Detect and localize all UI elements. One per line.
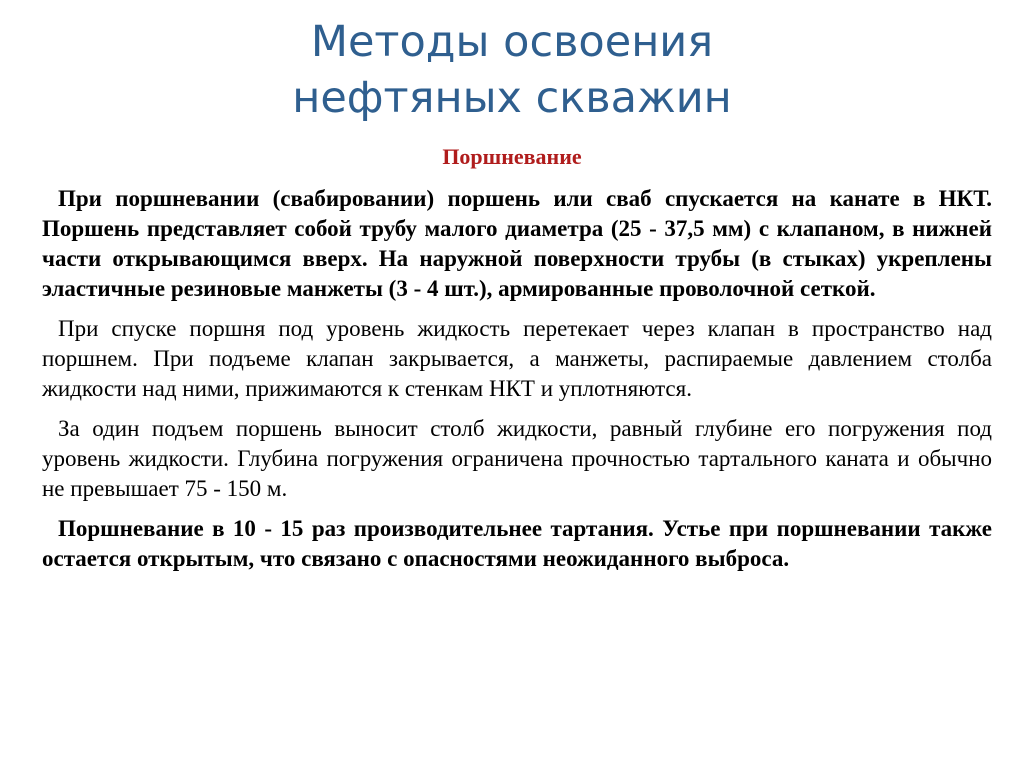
slide-title-line2: нефтяных скважин [292, 73, 732, 123]
paragraph-3: За один подъем поршень выносит столб жидкости, равный глубине его погружения под уровень жидкости. Глубина погружения ограничена прочностью тартального каната и обычно не превышает 75 - 150 м. [42, 416, 992, 501]
slide-body [42, 184, 992, 584]
paragraph-1: При поршневании (свабировании) поршень или сваб спускается на канате в НКТ. Поршень представляет собой трубу малого диаметра (25 - 37,5 мм) с клапаном, в нижней части открывающимся вверх. На наружной поверхности трубы (в стыках) укреплены эластичные резиновые манжеты (3 - 4 шт.), армированные проволочной сеткой. [42, 186, 992, 301]
slide-title [0, 14, 1024, 126]
paragraph-2: При спуске поршня под уровень жидкость перетекает через клапан в пространство над поршнем. При подъеме клапан закрывается, а манжеты, распираемые давлением столба жидкости над ними, прижимаются к стенкам НКТ и уплотняются. [42, 316, 992, 401]
section-subtitle: Поршневание [442, 144, 582, 169]
paragraph-4: Поршневание в 10 - 15 раз производительнее тартания. Устье при поршневании также остается открытым, что связано с опасностями неожиданного выброса. [42, 516, 992, 571]
slide-title-line1: Методы освоения [310, 17, 714, 67]
